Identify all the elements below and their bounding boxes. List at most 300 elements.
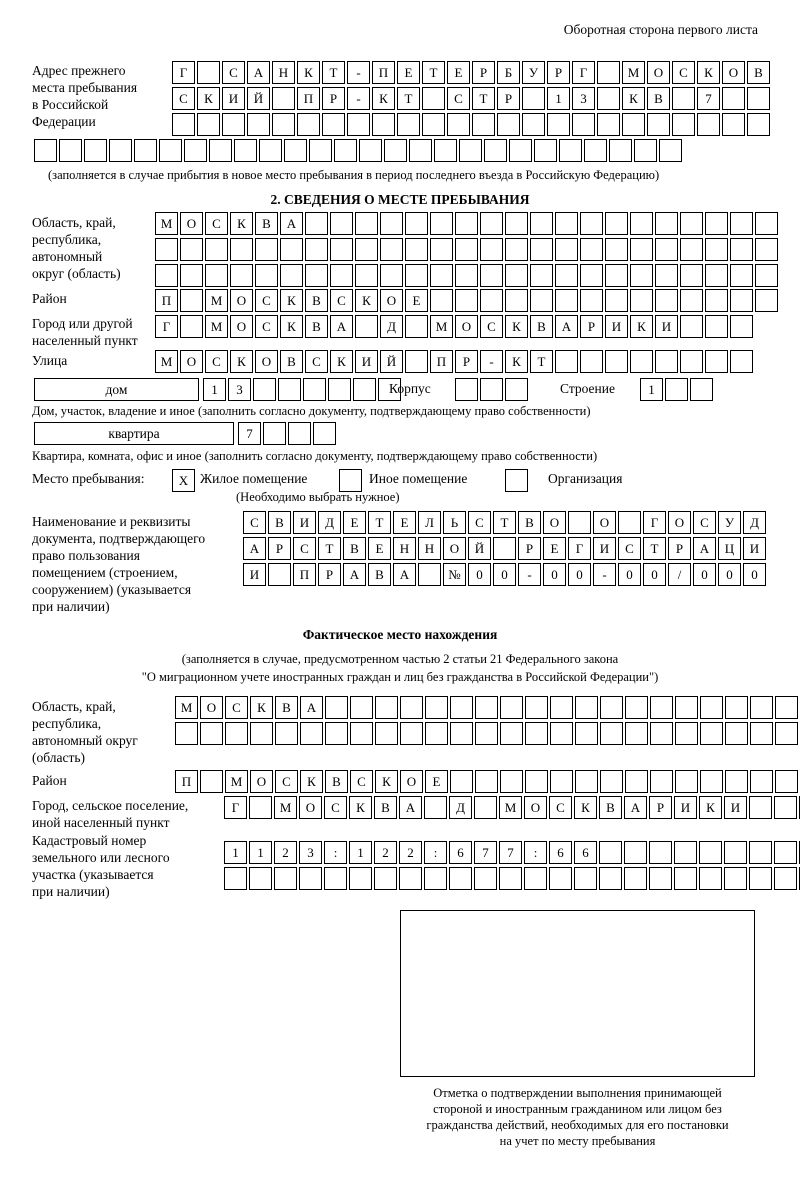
char-cell[interactable]: Й (247, 87, 270, 110)
region-row-2[interactable] (155, 238, 780, 261)
char-cell[interactable] (284, 139, 307, 162)
char-cell[interactable] (430, 238, 453, 261)
char-cell[interactable] (224, 867, 247, 890)
char-cell[interactable] (305, 212, 328, 235)
char-cell[interactable] (325, 722, 348, 745)
char-cell[interactable] (705, 289, 728, 312)
char-cell[interactable] (480, 238, 503, 261)
char-cell[interactable]: С (205, 212, 228, 235)
char-cell[interactable] (650, 722, 673, 745)
char-cell[interactable] (255, 238, 278, 261)
region-row-3[interactable] (155, 264, 780, 287)
char-cell[interactable] (455, 289, 478, 312)
char-cell[interactable]: О (524, 796, 547, 819)
char-cell[interactable] (249, 796, 272, 819)
district-row[interactable] (155, 289, 780, 312)
char-cell[interactable] (334, 139, 357, 162)
char-cell[interactable]: Т (422, 61, 445, 84)
char-cell[interactable] (268, 563, 291, 586)
char-cell[interactable] (522, 113, 545, 136)
char-cell[interactable] (175, 722, 198, 745)
char-cell[interactable] (255, 264, 278, 287)
char-cell[interactable]: С (330, 289, 353, 312)
char-cell[interactable] (665, 378, 688, 401)
char-cell[interactable] (480, 378, 503, 401)
char-cell[interactable] (775, 770, 798, 793)
char-cell[interactable] (263, 422, 286, 445)
char-cell[interactable] (649, 867, 672, 890)
char-cell[interactable]: В (518, 511, 541, 534)
char-cell[interactable]: С (447, 87, 470, 110)
char-cell[interactable] (630, 264, 653, 287)
char-cell[interactable] (750, 770, 773, 793)
char-cell[interactable]: С (305, 350, 328, 373)
char-cell[interactable] (649, 841, 672, 864)
char-cell[interactable] (530, 212, 553, 235)
char-cell[interactable]: К (372, 87, 395, 110)
char-cell[interactable] (172, 113, 195, 136)
char-cell[interactable] (274, 867, 297, 890)
char-cell[interactable]: К (330, 350, 353, 373)
checkbox-zhiloe[interactable]: X (172, 469, 195, 492)
char-cell[interactable]: О (543, 511, 566, 534)
char-cell[interactable]: Т (472, 87, 495, 110)
char-cell[interactable] (705, 238, 728, 261)
char-cell[interactable]: М (155, 350, 178, 373)
char-cell[interactable] (159, 139, 182, 162)
char-cell[interactable] (605, 264, 628, 287)
char-cell[interactable] (430, 212, 453, 235)
char-cell[interactable] (525, 722, 548, 745)
char-cell[interactable] (550, 770, 573, 793)
char-cell[interactable] (555, 238, 578, 261)
char-cell[interactable]: Р (318, 563, 341, 586)
char-cell[interactable] (705, 350, 728, 373)
char-cell[interactable] (405, 315, 428, 338)
char-cell[interactable] (655, 212, 678, 235)
char-cell[interactable] (180, 315, 203, 338)
char-cell[interactable] (400, 722, 423, 745)
char-cell[interactable] (605, 289, 628, 312)
document-row-1[interactable] (243, 511, 768, 534)
char-cell[interactable] (222, 113, 245, 136)
char-cell[interactable]: И (655, 315, 678, 338)
char-cell[interactable] (355, 264, 378, 287)
char-cell[interactable]: Е (447, 61, 470, 84)
char-cell[interactable]: Д (449, 796, 472, 819)
char-cell[interactable]: В (268, 511, 291, 534)
char-cell[interactable]: К (505, 315, 528, 338)
char-cell[interactable] (725, 722, 748, 745)
char-cell[interactable] (197, 113, 220, 136)
char-cell[interactable] (700, 770, 723, 793)
char-cell[interactable] (59, 139, 82, 162)
char-cell[interactable]: С (225, 696, 248, 719)
char-cell[interactable]: В (647, 87, 670, 110)
prev-address-row-4[interactable] (34, 139, 684, 162)
char-cell[interactable] (699, 841, 722, 864)
char-cell[interactable]: С (255, 289, 278, 312)
char-cell[interactable]: О (593, 511, 616, 534)
char-cell[interactable] (474, 867, 497, 890)
char-cell[interactable] (405, 212, 428, 235)
char-cell[interactable] (350, 696, 373, 719)
char-cell[interactable]: С (222, 61, 245, 84)
char-cell[interactable]: 7 (238, 422, 261, 445)
char-cell[interactable] (555, 289, 578, 312)
char-cell[interactable] (575, 696, 598, 719)
char-cell[interactable] (700, 696, 723, 719)
char-cell[interactable]: 0 (493, 563, 516, 586)
stroenie-cells[interactable] (640, 378, 715, 401)
char-cell[interactable]: - (518, 563, 541, 586)
prev-address-row-2[interactable] (172, 87, 772, 110)
char-cell[interactable]: А (555, 315, 578, 338)
dom-cells[interactable] (203, 378, 403, 401)
char-cell[interactable] (209, 139, 232, 162)
char-cell[interactable]: М (205, 289, 228, 312)
char-cell[interactable] (522, 87, 545, 110)
korpus-cells[interactable] (455, 378, 530, 401)
char-cell[interactable] (288, 422, 311, 445)
char-cell[interactable] (525, 770, 548, 793)
document-row-2[interactable] (243, 537, 768, 560)
char-cell[interactable]: О (455, 315, 478, 338)
char-cell[interactable] (300, 722, 323, 745)
char-cell[interactable]: А (300, 696, 323, 719)
cadastral-row-2[interactable] (224, 867, 800, 890)
char-cell[interactable] (625, 722, 648, 745)
char-cell[interactable]: В (599, 796, 622, 819)
char-cell[interactable] (755, 264, 778, 287)
char-cell[interactable]: Т (643, 537, 666, 560)
char-cell[interactable] (297, 113, 320, 136)
char-cell[interactable]: Г (155, 315, 178, 338)
char-cell[interactable] (422, 113, 445, 136)
char-cell[interactable]: Н (272, 61, 295, 84)
char-cell[interactable]: П (175, 770, 198, 793)
char-cell[interactable]: М (225, 770, 248, 793)
char-cell[interactable] (625, 770, 648, 793)
char-cell[interactable]: Т (322, 61, 345, 84)
char-cell[interactable]: 0 (693, 563, 716, 586)
kvartira-cells[interactable] (238, 422, 338, 445)
char-cell[interactable]: С (468, 511, 491, 534)
char-cell[interactable]: А (399, 796, 422, 819)
city-row[interactable] (155, 315, 755, 338)
char-cell[interactable]: И (724, 796, 747, 819)
char-cell[interactable]: Т (368, 511, 391, 534)
char-cell[interactable] (730, 350, 753, 373)
char-cell[interactable]: Д (318, 511, 341, 534)
char-cell[interactable] (705, 264, 728, 287)
char-cell[interactable]: И (605, 315, 628, 338)
char-cell[interactable] (722, 113, 745, 136)
char-cell[interactable]: Р (547, 61, 570, 84)
char-cell[interactable]: С (324, 796, 347, 819)
char-cell[interactable] (600, 722, 623, 745)
char-cell[interactable]: И (743, 537, 766, 560)
char-cell[interactable]: Р (268, 537, 291, 560)
char-cell[interactable] (624, 841, 647, 864)
char-cell[interactable] (384, 139, 407, 162)
char-cell[interactable]: 0 (743, 563, 766, 586)
char-cell[interactable]: В (305, 315, 328, 338)
char-cell[interactable] (559, 139, 582, 162)
char-cell[interactable] (472, 113, 495, 136)
char-cell[interactable] (705, 315, 728, 338)
char-cell[interactable] (749, 867, 772, 890)
char-cell[interactable]: О (722, 61, 745, 84)
char-cell[interactable]: О (230, 315, 253, 338)
char-cell[interactable]: С (293, 537, 316, 560)
char-cell[interactable]: Т (397, 87, 420, 110)
char-cell[interactable]: К (574, 796, 597, 819)
actual-region-row-2[interactable] (175, 722, 800, 745)
char-cell[interactable] (400, 696, 423, 719)
char-cell[interactable] (322, 113, 345, 136)
char-cell[interactable]: В (280, 350, 303, 373)
char-cell[interactable]: В (275, 696, 298, 719)
char-cell[interactable] (750, 722, 773, 745)
char-cell[interactable] (484, 139, 507, 162)
char-cell[interactable] (730, 212, 753, 235)
char-cell[interactable]: 0 (718, 563, 741, 586)
char-cell[interactable] (305, 264, 328, 287)
char-cell[interactable] (597, 61, 620, 84)
char-cell[interactable] (299, 867, 322, 890)
char-cell[interactable] (650, 696, 673, 719)
char-cell[interactable]: М (155, 212, 178, 235)
char-cell[interactable]: Р (668, 537, 691, 560)
char-cell[interactable] (675, 696, 698, 719)
char-cell[interactable]: 0 (468, 563, 491, 586)
char-cell[interactable] (599, 867, 622, 890)
char-cell[interactable]: 0 (643, 563, 666, 586)
char-cell[interactable]: Й (380, 350, 403, 373)
char-cell[interactable]: 1 (547, 87, 570, 110)
char-cell[interactable] (405, 350, 428, 373)
char-cell[interactable]: И (293, 511, 316, 534)
char-cell[interactable] (572, 113, 595, 136)
char-cell[interactable]: О (180, 350, 203, 373)
char-cell[interactable] (659, 139, 682, 162)
char-cell[interactable] (580, 350, 603, 373)
char-cell[interactable] (655, 350, 678, 373)
char-cell[interactable]: Г (172, 61, 195, 84)
char-cell[interactable] (774, 841, 797, 864)
char-cell[interactable]: К (699, 796, 722, 819)
char-cell[interactable]: К (197, 87, 220, 110)
char-cell[interactable]: 6 (574, 841, 597, 864)
char-cell[interactable] (505, 264, 528, 287)
char-cell[interactable]: К (297, 61, 320, 84)
char-cell[interactable]: Ь (443, 511, 466, 534)
char-cell[interactable] (450, 696, 473, 719)
char-cell[interactable] (328, 378, 351, 401)
char-cell[interactable]: О (200, 696, 223, 719)
char-cell[interactable]: К (280, 289, 303, 312)
char-cell[interactable]: А (393, 563, 416, 586)
char-cell[interactable] (230, 238, 253, 261)
char-cell[interactable]: 0 (568, 563, 591, 586)
char-cell[interactable]: К (280, 315, 303, 338)
char-cell[interactable]: С (672, 61, 695, 84)
char-cell[interactable]: Д (380, 315, 403, 338)
char-cell[interactable] (418, 563, 441, 586)
char-cell[interactable] (455, 238, 478, 261)
char-cell[interactable]: Т (493, 511, 516, 534)
char-cell[interactable]: / (668, 563, 691, 586)
char-cell[interactable]: Р (472, 61, 495, 84)
char-cell[interactable]: А (330, 315, 353, 338)
char-cell[interactable]: 3 (228, 378, 251, 401)
char-cell[interactable]: О (443, 537, 466, 560)
char-cell[interactable]: Е (405, 289, 428, 312)
char-cell[interactable] (550, 722, 573, 745)
char-cell[interactable] (674, 867, 697, 890)
char-cell[interactable]: : (424, 841, 447, 864)
char-cell[interactable] (630, 238, 653, 261)
char-cell[interactable] (375, 722, 398, 745)
char-cell[interactable]: М (205, 315, 228, 338)
char-cell[interactable] (475, 770, 498, 793)
char-cell[interactable] (634, 139, 657, 162)
char-cell[interactable]: Р (518, 537, 541, 560)
char-cell[interactable]: Е (393, 511, 416, 534)
char-cell[interactable] (722, 87, 745, 110)
char-cell[interactable]: В (305, 289, 328, 312)
region-row-1[interactable] (155, 212, 780, 235)
char-cell[interactable]: К (300, 770, 323, 793)
char-cell[interactable]: Е (397, 61, 420, 84)
char-cell[interactable] (609, 139, 632, 162)
char-cell[interactable]: 6 (549, 841, 572, 864)
cadastral-row-1[interactable] (224, 841, 800, 864)
char-cell[interactable]: 0 (618, 563, 641, 586)
char-cell[interactable] (630, 289, 653, 312)
char-cell[interactable]: В (255, 212, 278, 235)
char-cell[interactable]: 7 (499, 841, 522, 864)
char-cell[interactable] (630, 212, 653, 235)
char-cell[interactable]: О (647, 61, 670, 84)
char-cell[interactable] (580, 212, 603, 235)
char-cell[interactable]: Й (468, 537, 491, 560)
char-cell[interactable] (680, 212, 703, 235)
char-cell[interactable] (475, 722, 498, 745)
char-cell[interactable] (774, 796, 797, 819)
char-cell[interactable] (499, 867, 522, 890)
char-cell[interactable]: В (368, 563, 391, 586)
char-cell[interactable] (680, 238, 703, 261)
char-cell[interactable]: К (250, 696, 273, 719)
char-cell[interactable]: Б (497, 61, 520, 84)
char-cell[interactable] (655, 264, 678, 287)
checkbox-organizaciya[interactable] (505, 469, 528, 492)
char-cell[interactable]: Р (455, 350, 478, 373)
char-cell[interactable]: О (400, 770, 423, 793)
char-cell[interactable] (480, 264, 503, 287)
char-cell[interactable]: 7 (474, 841, 497, 864)
char-cell[interactable] (775, 696, 798, 719)
char-cell[interactable] (399, 867, 422, 890)
char-cell[interactable]: Г (572, 61, 595, 84)
char-cell[interactable] (655, 238, 678, 261)
char-cell[interactable] (325, 696, 348, 719)
char-cell[interactable] (525, 696, 548, 719)
char-cell[interactable] (597, 87, 620, 110)
char-cell[interactable] (774, 867, 797, 890)
char-cell[interactable]: 3 (299, 841, 322, 864)
char-cell[interactable] (493, 537, 516, 560)
char-cell[interactable]: П (297, 87, 320, 110)
char-cell[interactable]: Р (580, 315, 603, 338)
char-cell[interactable] (305, 238, 328, 261)
char-cell[interactable]: Р (322, 87, 345, 110)
char-cell[interactable] (349, 867, 372, 890)
char-cell[interactable]: С (205, 350, 228, 373)
char-cell[interactable] (84, 139, 107, 162)
char-cell[interactable] (253, 378, 276, 401)
char-cell[interactable]: В (374, 796, 397, 819)
char-cell[interactable] (374, 867, 397, 890)
char-cell[interactable] (580, 264, 603, 287)
char-cell[interactable] (674, 841, 697, 864)
char-cell[interactable] (524, 867, 547, 890)
char-cell[interactable] (575, 722, 598, 745)
char-cell[interactable] (505, 212, 528, 235)
char-cell[interactable] (580, 238, 603, 261)
char-cell[interactable] (424, 867, 447, 890)
char-cell[interactable] (680, 350, 703, 373)
char-cell[interactable]: П (155, 289, 178, 312)
char-cell[interactable]: Т (318, 537, 341, 560)
char-cell[interactable] (599, 841, 622, 864)
char-cell[interactable]: А (243, 537, 266, 560)
char-cell[interactable] (455, 212, 478, 235)
char-cell[interactable]: И (243, 563, 266, 586)
char-cell[interactable] (474, 796, 497, 819)
char-cell[interactable]: В (343, 537, 366, 560)
char-cell[interactable] (359, 139, 382, 162)
char-cell[interactable] (375, 696, 398, 719)
char-cell[interactable]: К (622, 87, 645, 110)
char-cell[interactable]: В (747, 61, 770, 84)
char-cell[interactable] (730, 289, 753, 312)
char-cell[interactable] (749, 841, 772, 864)
char-cell[interactable] (699, 867, 722, 890)
char-cell[interactable] (675, 770, 698, 793)
char-cell[interactable] (205, 264, 228, 287)
char-cell[interactable]: : (524, 841, 547, 864)
char-cell[interactable] (725, 696, 748, 719)
char-cell[interactable]: 1 (349, 841, 372, 864)
char-cell[interactable]: 7 (697, 87, 720, 110)
actual-city-row[interactable] (224, 796, 800, 819)
actual-region-row-1[interactable] (175, 696, 800, 719)
char-cell[interactable]: - (347, 61, 370, 84)
char-cell[interactable]: П (293, 563, 316, 586)
char-cell[interactable]: С (618, 537, 641, 560)
char-cell[interactable] (605, 350, 628, 373)
char-cell[interactable] (380, 212, 403, 235)
char-cell[interactable] (347, 113, 370, 136)
char-cell[interactable] (530, 264, 553, 287)
char-cell[interactable] (505, 378, 528, 401)
actual-district-row[interactable] (175, 770, 800, 793)
char-cell[interactable]: Е (368, 537, 391, 560)
char-cell[interactable] (700, 722, 723, 745)
